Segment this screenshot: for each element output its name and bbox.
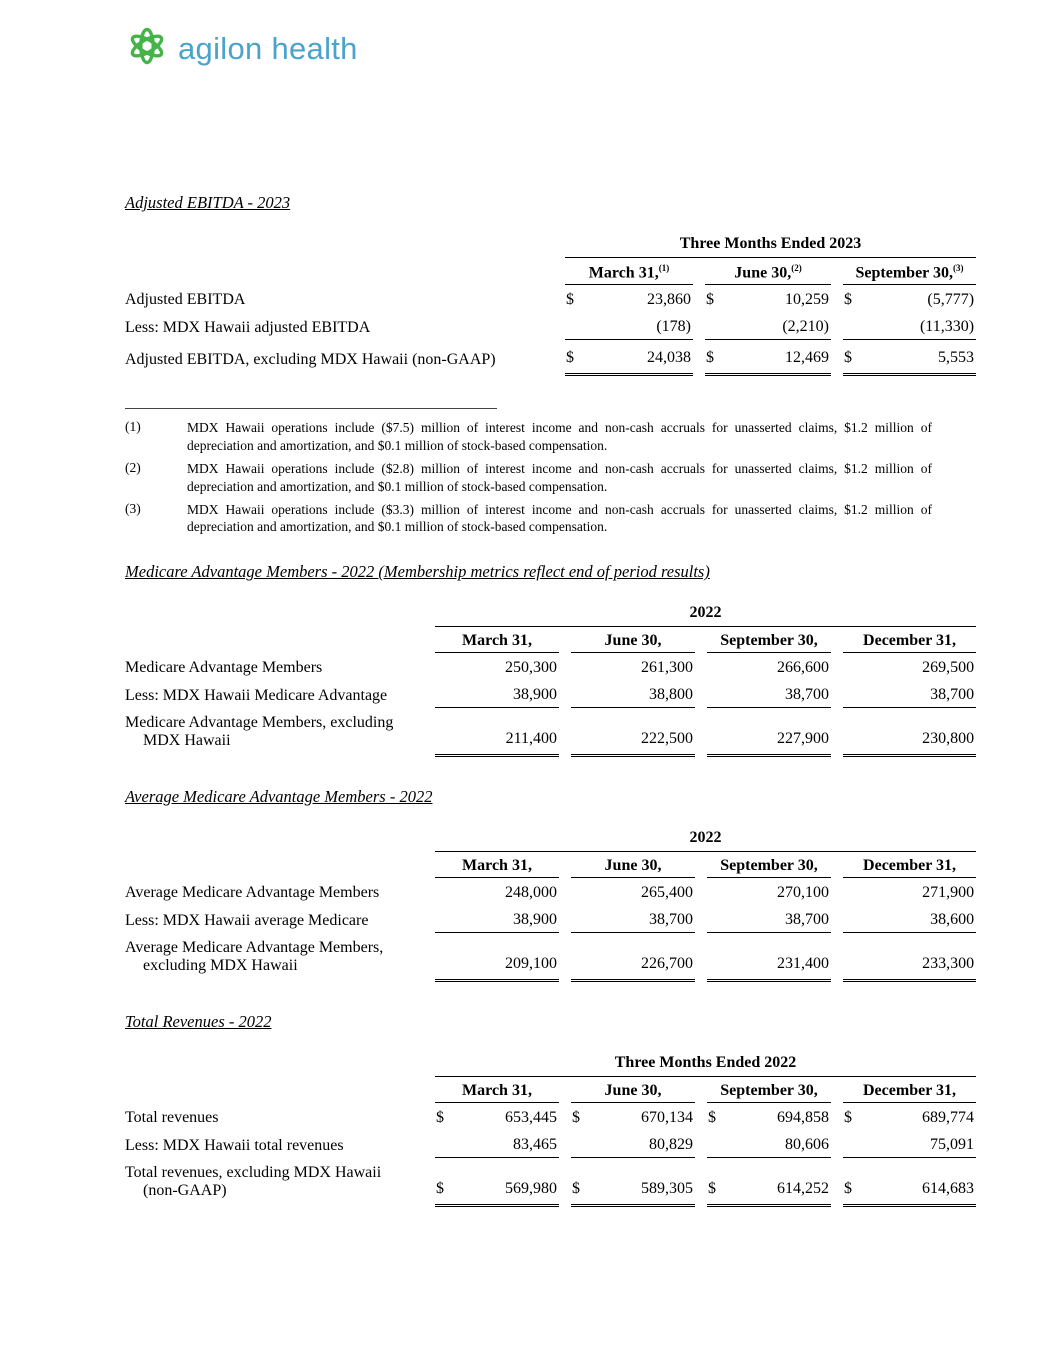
table-span-header: 2022 [435, 829, 976, 852]
cell-value: 12,469 [721, 340, 831, 375]
dollar-sign: $ [843, 1158, 857, 1206]
cell-value: 75,091 [857, 1130, 976, 1158]
footnote-text: MDX Hawaii operations include ($3.3) million of interest income and non-cash accruals for unasserted claims, $1.2 million of depreciation and amortization, and $0.1 million of stock-based compensation. [187, 501, 932, 535]
table-row [125, 1103, 976, 1131]
row-label: Adjusted EBITDA [125, 291, 246, 309]
table-row [125, 312, 976, 340]
footnote-divider [125, 408, 497, 409]
table-row-total [125, 340, 976, 375]
row-label: Less: MDX Hawaii average Medicare [125, 911, 369, 929]
cell-value: 670,134 [641, 1109, 693, 1127]
cell-value: 38,600 [843, 905, 976, 933]
cell-value: 222,500 [571, 708, 695, 756]
dollar-sign: $ [844, 291, 852, 309]
cell-value: 38,700 [843, 680, 976, 708]
dollar-sign: $ [708, 1109, 716, 1127]
row-label: Medicare Advantage Members [125, 659, 323, 677]
footnote-text: MDX Hawaii operations include ($7.5) million of interest income and non-cash accruals for unasserted claims, $1.2 million of depreciation and amortization, and $0.1 million of stock-based compensation. [187, 420, 932, 454]
cell-value: 83,465 [449, 1130, 559, 1158]
footnote-text: MDX Hawaii operations include ($2.8) million of interest income and non-cash accruals for unasserted claims, $1.2 million of depreciation and amortization, and $0.1 million of stock-based compensation. [187, 460, 932, 494]
cell-value: 653,445 [505, 1109, 557, 1127]
column-header: September 30, [707, 627, 831, 653]
cell-value: 589,305 [585, 1158, 695, 1206]
column-header: June 30, [571, 627, 695, 653]
dollar-sign: $ [565, 340, 581, 375]
cell-value: (11,330) [859, 312, 976, 340]
logo-wordmark: agilon health [178, 30, 358, 66]
footnote-number: (3) [125, 500, 141, 516]
table-row-total [125, 1158, 976, 1206]
section-title-total-revenues: Total Revenues - 2022 [125, 1012, 272, 1032]
cell-value: 694,858 [777, 1109, 829, 1127]
row-label: Adjusted EBITDA, excluding MDX Hawaii (non-GAAP) [125, 350, 496, 368]
footnote-2 [125, 460, 932, 496]
dollar-sign: $ [566, 291, 574, 309]
cell-value: 231,400 [707, 933, 831, 981]
cell-value: 38,700 [571, 905, 695, 933]
cell-value: 569,980 [449, 1158, 559, 1206]
dollar-sign: $ [436, 1109, 444, 1127]
table-span-header: Three Months Ended 2023 [565, 235, 976, 258]
table-row [125, 285, 976, 313]
section-title-avg-ma-members: Average Medicare Advantage Members - 2022 [125, 787, 433, 807]
cell-value: 269,500 [922, 659, 975, 677]
column-header: September 30,$^{(3)}$ [843, 258, 976, 285]
cell-value: 23,860 [647, 291, 691, 309]
dollar-sign: $ [844, 1109, 852, 1127]
cell-value: 38,900 [435, 905, 559, 933]
cell-value: 614,252 [721, 1158, 831, 1206]
footnote-1 [125, 419, 932, 455]
cell-value: 250,300 [505, 659, 557, 677]
cell-value: 248,000 [505, 884, 557, 902]
cell-value: 80,606 [721, 1130, 831, 1158]
cell-value: 230,800 [843, 708, 976, 756]
cell-value: (5,777) [927, 291, 975, 309]
cell-value: 38,900 [435, 680, 559, 708]
column-header: December 31, [843, 852, 976, 878]
cell-value: 10,259 [785, 291, 829, 309]
section-title-adjusted-ebitda: Adjusted EBITDA - 2023 [125, 193, 291, 212]
cell-value: 227,900 [707, 708, 831, 756]
column-header: December 31, [843, 1077, 976, 1103]
footnote-3 [125, 501, 932, 537]
table-row [125, 1130, 976, 1158]
footnotes [125, 419, 932, 536]
cell-value: 271,900 [922, 884, 975, 902]
column-header: March 31, [435, 1077, 559, 1103]
dollar-sign: $ [705, 340, 721, 375]
cell-value: 614,683 [857, 1158, 976, 1206]
cell-value: 265,400 [641, 884, 693, 902]
row-label: Less: MDX Hawaii Medicare Advantage [125, 686, 388, 704]
row-label: Total revenues, excluding MDX Hawaii (non-GAAP) [125, 1163, 382, 1199]
cell-value: (178) [581, 312, 693, 340]
cell-value: 24,038 [581, 340, 693, 375]
ma-members-2022-table [125, 604, 976, 757]
column-header: June 30, [571, 852, 695, 878]
row-label: Less: MDX Hawaii adjusted EBITDA [125, 318, 371, 336]
row-label: Total revenues [125, 1109, 219, 1127]
table-span-header: Three Months Ended 2022 [435, 1054, 976, 1077]
cell-value: 226,700 [571, 933, 695, 981]
column-header: September 30, [707, 852, 831, 878]
footnote-number: (2) [125, 459, 141, 475]
agilon-flower-icon [125, 24, 169, 73]
row-label: Average Medicare Advantage Members, excluding MDX Hawaii [125, 938, 384, 974]
dollar-sign: $ [843, 340, 859, 375]
table-span-header: 2022 [435, 604, 976, 627]
cell-value: 80,829 [585, 1130, 695, 1158]
cell-value: 211,400 [435, 708, 559, 756]
table-row [125, 653, 976, 681]
column-header: March 31, [435, 852, 559, 878]
avg-ma-members-2022-table [125, 829, 976, 982]
cell-value: 689,774 [922, 1109, 975, 1127]
cell-value: 261,300 [641, 659, 693, 677]
cell-value: 209,100 [435, 933, 559, 981]
total-revenues-2022-table [125, 1054, 976, 1207]
column-header: December 31, [843, 627, 976, 653]
table-row-total [125, 708, 976, 756]
dollar-sign: $ [435, 1158, 449, 1206]
dollar-sign: $ [706, 291, 714, 309]
cell-value: 38,800 [571, 680, 695, 708]
cell-value: 270,100 [777, 884, 829, 902]
cell-value: (2,210) [721, 312, 831, 340]
column-header: March 31,$^{(1)}$ [565, 258, 693, 285]
dollar-sign: $ [707, 1158, 721, 1206]
table-row [125, 905, 976, 933]
column-header: June 30, [571, 1077, 695, 1103]
table-row-total [125, 933, 976, 981]
column-header: June 30,$^{(2)}$ [705, 258, 831, 285]
column-header: September 30, [707, 1077, 831, 1103]
row-label: Less: MDX Hawaii total revenues [125, 1136, 344, 1154]
column-header: March 31, [435, 627, 559, 653]
cell-value: 233,300 [843, 933, 976, 981]
table-row [125, 878, 976, 906]
adjusted-ebitda-2023-table [125, 235, 976, 376]
table-row [125, 680, 976, 708]
dollar-sign: $ [571, 1158, 585, 1206]
cell-value: 266,600 [777, 659, 829, 677]
footnote-number: (1) [125, 419, 141, 435]
cell-value: 5,553 [859, 340, 976, 375]
agilon-health-logo [125, 24, 980, 73]
cell-value: 38,700 [707, 680, 831, 708]
cell-value: 38,700 [707, 905, 831, 933]
row-label: Average Medicare Advantage Members [125, 884, 380, 902]
section-title-ma-members: Medicare Advantage Members - 2022 (Membership metrics reflect end of period results) [125, 562, 710, 582]
row-label: Medicare Advantage Members, excluding MDX Hawaii [125, 713, 394, 749]
dollar-sign: $ [572, 1109, 580, 1127]
